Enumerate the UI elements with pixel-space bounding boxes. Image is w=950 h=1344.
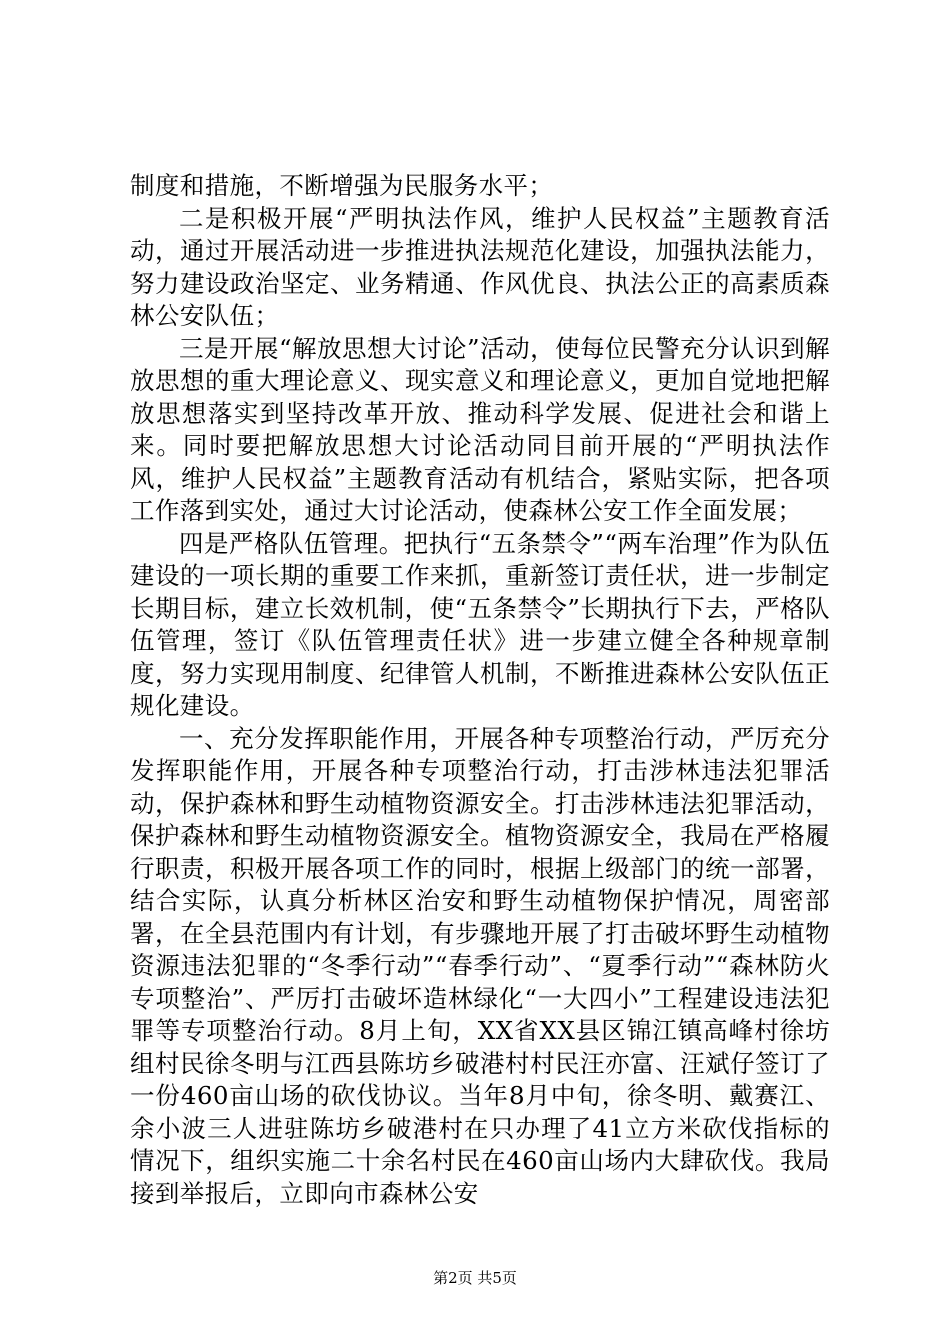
document-body [130,170,830,1210]
paragraph-item-four: 四是严格队伍管理。把执行“五条禁令”“两车治理”作为队伍建设的一项长期的重要工作来抓，重新签订责任状，进一步制定长期目标，建立长效机制，使“五条禁令”长期执行下去，严格队伍管理，签订《队伍管理责任状》进一步建立健全各种规章制度，努力实现用制度、纪律管人机制，不断推进森林公安队伍正规化建设。 [130,528,830,720]
paragraph-section-one: 一、充分发挥职能作用，开展各种专项整治行动，严厉充分发挥职能作用，开展各种专项整治行动，打击涉林违法犯罪活动，保护森林和野生动植物资源安全。打击涉林违法犯罪活动，保护森林和野生动植物资源安全。植物资源安全，我局在严格履行职责，积极开展各项工作的同时，根据上级部门的统一部署，结合实际，认真分析林区治安和野生动植物保护情况，周密部署，在全县范围内有计划，有步骤地开展了打击破坏野生动植物资源违法犯罪的“冬季行动”“春季行动”、“夏季行动”“森林防火专项整治”、严厉打击破坏造林绿化“一大四小”工程建设违法犯罪等专项整治行动。8月上旬，XX省XX县区锦江镇高峰村徐坊组村民徐冬明与江西县陈坊乡破港村村民汪亦富、汪斌仔签订了一份460亩山场的砍伐协议。当年8月中旬，徐冬明、戴赛江、余小波三人进驻陈坊乡破港村在只办理了41立方米砍伐指标的情况下，组织实施二十余名村民在460亩山场内大肆砍伐。我局接到举报后，立即向市森林公安 [130,723,830,1208]
page-number-footer: 第2页 共5页 [433,1269,517,1287]
paragraph-item-two: 二是积极开展“严明执法作风，维护人民权益”主题教育活动，通过开展活动进一步推进执法规范化建设，加强执法能力，努力建设政治坚定、业务精通、作风优良、执法公正的高素质森林公安队伍； [130,203,830,330]
paragraph-continuation: 制度和措施，不断增强为民服务水平； [130,171,554,200]
paragraph-item-three: 三是开展“解放思想大讨论”活动，使每位民警充分认识到解放思想的重大理论意义、现实意义和理论意义，更加自觉地把解放思想落实到坚持改革开放、推动科学发展、促进社会和谐上来。同时要把解放思想大讨论活动同目前开展的“严明执法作风，维护人民权益”主题教育活动有机结合，紧贴实际，把各项工作落到实处，通过大讨论活动，使森林公安工作全面发展； [130,333,830,525]
